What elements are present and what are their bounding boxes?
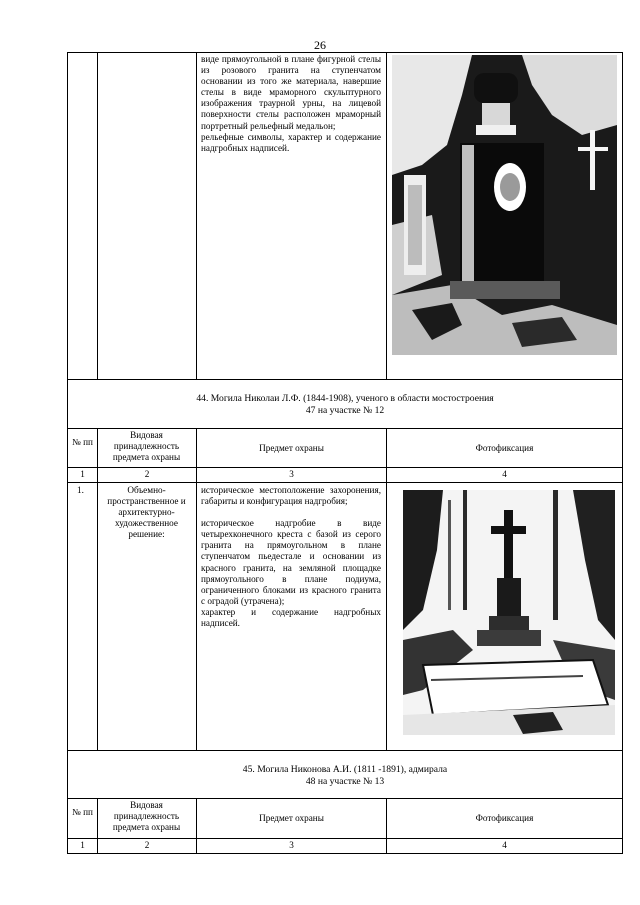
col-number-4: 4 <box>502 840 507 850</box>
section-45-title: 45. Могила Никонова А.И. (1811 -1891), адмирала 48 на участке № 13 <box>242 764 448 787</box>
row-type: Объемно-пространственное и архитектурно-художественное решение: <box>107 485 186 540</box>
header-subject: Предмет охраны <box>259 443 324 453</box>
row-number: 1. <box>77 485 84 495</box>
row-subject-text: историческое местоположение захоронения, габариты и конфигурация надгробия; историческое надгробие в виде четырехконечного креста с базой из серого гранита на прямоугольном в плане ступенчатом пьедестале и основании из красного гранита, на земляной площадке прямоугольного в плане подиума, ограниченного блоками из красного гранита с оградой (утрачена); характер и содержание надгробных надписей. <box>201 485 381 629</box>
tomb-photo-cross <box>403 490 615 735</box>
col-number-4: 4 <box>502 469 507 479</box>
tomb-photo-stele-urn <box>392 55 617 355</box>
top-subject-text: виде прямоугольной в плане фигурной стелы из розового гранита на ступенчатом основании из того же материала, навершие стелы в виде мраморного скульптурного изображения траурной урны, на лицевой поверхности стелы расположен мраморный портретный рельефный медальон; рельефные символы, характер и содержание надгробных надписей. <box>201 54 381 153</box>
page-number: 26 <box>314 38 326 52</box>
col-number-2: 2 <box>144 469 150 479</box>
col-number-1: 1 <box>80 469 85 479</box>
col-number-3: 3 <box>289 469 294 479</box>
header-photo: Фотофиксация <box>475 443 534 453</box>
header-num: № пп <box>72 437 93 447</box>
col-number-1: 1 <box>80 840 85 850</box>
col-number-3: 3 <box>289 840 294 850</box>
header-subject: Предмет охраны <box>259 813 324 823</box>
header-num: № пп <box>72 807 93 817</box>
col-number-2: 2 <box>144 840 150 850</box>
header-type: Видовая принадлежность предмета охраны <box>112 430 181 463</box>
header-type: Видовая принадлежность предмета охраны <box>112 800 181 833</box>
header-photo: Фотофиксация <box>475 813 534 823</box>
section-44-title: 44. Могила Николаи Л.Ф. (1844-1908), ученого в области мостостроения 47 на участке № 12 <box>196 393 494 416</box>
